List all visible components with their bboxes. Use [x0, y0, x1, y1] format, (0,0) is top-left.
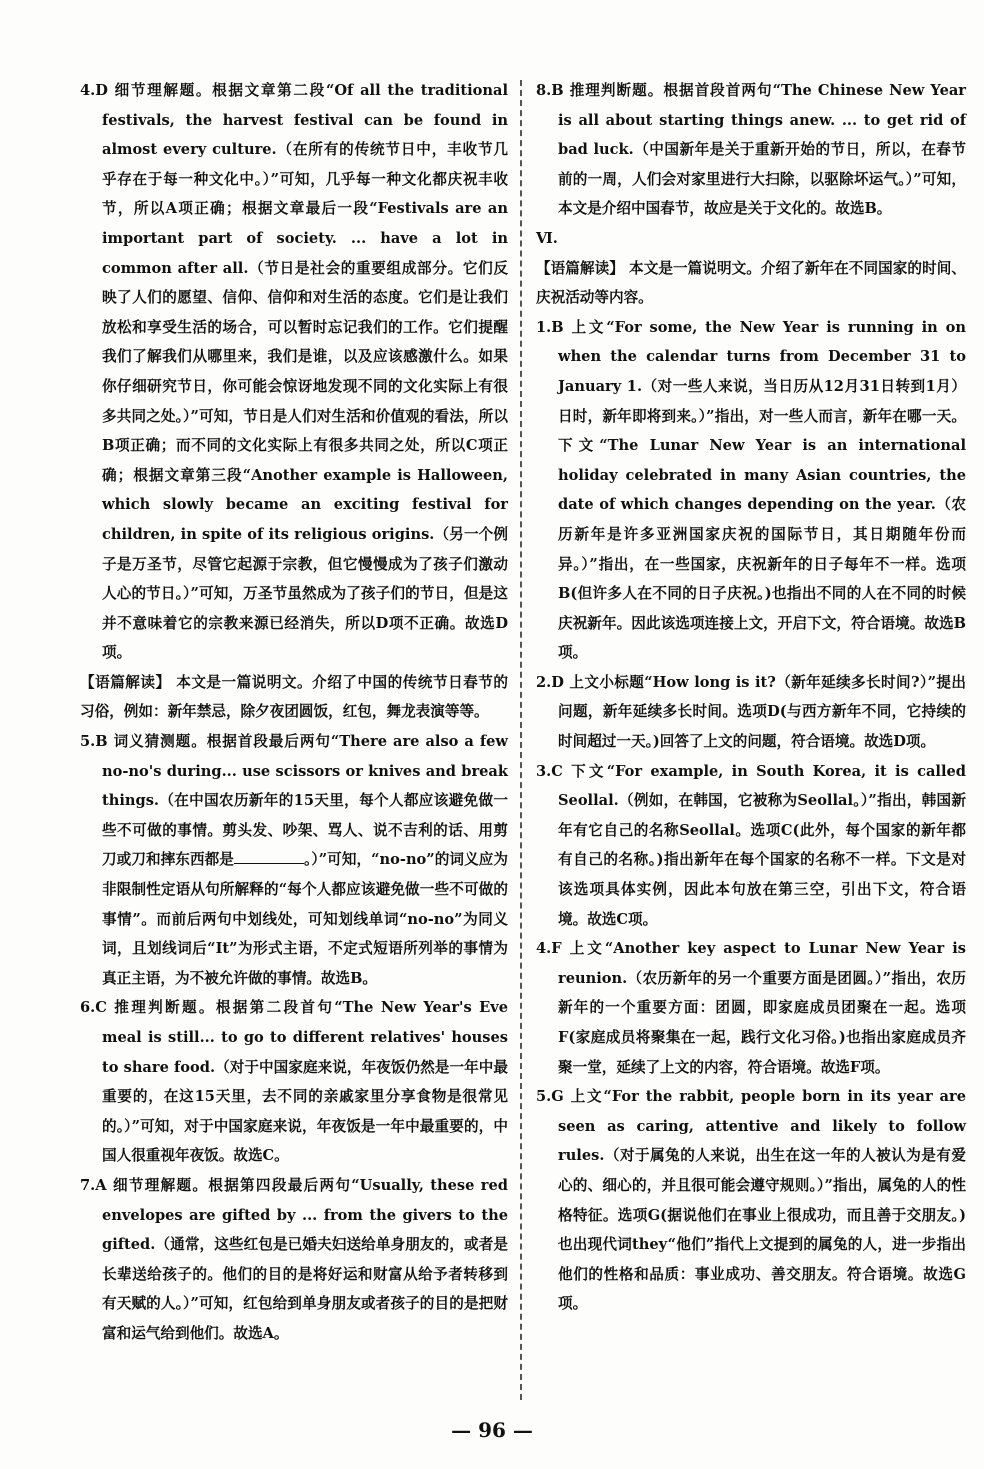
reading-note-label: 【语篇解读】	[536, 259, 624, 277]
page-number: — 96 —	[451, 1418, 533, 1442]
reading-note	[80, 668, 508, 727]
answer-explanation: 上文“For the rabbit, people born in its year are seen as caring, attentive and likely to follow rules.（对于属兔的人来说，出生在这一年的人被认为是有爱心的、细心的，并且很可能会遵守规则。）”指出，属兔的人的性格特征。选项G(据说他们在事业上很成功，而且善于交朋友。)也出现代词they“他们”指代上文提到的属兔的人，进一步指出他们的性格和品质：事业成功、善交朋友。符合语境。故选G项。	[558, 1088, 966, 1313]
reading-note-text: 本文是一篇说明文。介绍了新年在不同国家的时间、庆祝活动等内容。	[536, 259, 966, 307]
answer-item-2	[536, 668, 966, 757]
answer-explanation: 词义猜测题。根据首段最后两句“There are also a few no-no's during... use scissors or knives and break things.（在中国农历新年的15天里，每个人都应该避免做一些不可做的事情。剪头发、吵架、骂人、说不吉利的话、用剪刀或刀和摔东西都是	[102, 733, 508, 869]
answer-item-4f	[536, 934, 966, 1082]
fill-blank-line	[234, 849, 304, 864]
answer-number: 8.B	[536, 82, 564, 99]
answer-item-1	[536, 313, 966, 668]
answer-item-5g	[536, 1082, 966, 1319]
answer-number: 5.G	[536, 1088, 564, 1106]
answer-item-7	[80, 1171, 508, 1349]
answer-explanation: 下文“For example, in South Korea, it is called Seollal.（例如，在韩国，它被称为Seollal。）”指出，韩国新年有它自己的名称Seollal。选项C(此外，每个国家的新年都有自己的名称。)指出新年在每个国家的名称不一样。下文是对该选项具体实例，因此本句放在第三空，引出下文，符合语境。故选C项。	[558, 762, 966, 928]
answer-number: 1.B	[536, 318, 564, 336]
answer-explanation: 细节理解题。根据文章第二段“Of all the traditional festivals, the harvest festival can be found in almost every culture.（在所有的传统节日中，丰收节几乎存在于每一种文化中。）”可知，几乎每一种文化都庆祝丰收节，所以A项正确；根据文章最后一段“Festivals are an important part of society. ... have a lot in common after all.（节日是社会的重要组成部分。它们反映了人们的愿望、信仰、信仰和对生活的态度。它们是让我们放松和享受生活的场合，可以暂时忘记我们的工作。它们提醒我们了解我们从哪里来，我们是谁，以及应该感激什么。如果你仔细研究节日，你可能会惊讶地发现不同的文化实际上有很多共同之处。）”可知，节日是人们对生活和价值观的看法，所以B项正确；而不同的文化实际上有很多共同之处，所以C项正确；根据文章第三段“Another example is Halloween, which slowly became an exciting festival for children, in spite of its religious origins.（另一个例子是万圣节，尽管它起源于宗教，但它慢慢成为了孩子们激动人心的节日。）”可知，万圣节虽然成为了孩子们的节日，但是这并不意味着它的宗教来源已经消失，所以D项不正确。故选D项。	[102, 82, 508, 662]
answer-explanation: 推理判断题。根据首段首两句“The Chinese New Year is all about starting things anew. ... to get rid of bad luck.（中国新年是关于重新开始的节日，所以，在春节前的一周，人们会对家里进行大扫除，以驱除坏运气。）”可知，本文是介绍中国春节，故应是关于文化的。故选B。	[558, 82, 966, 218]
answer-number: 6.C	[80, 999, 107, 1017]
left-column	[80, 76, 508, 1349]
answer-number: 4.D	[80, 82, 108, 99]
column-divider	[520, 80, 522, 1400]
answer-explanation: 细节理解题。根据第四段最后两句“Usually, these red envelopes are gifted by ... from the givers to the gifted.（通常，这些红包是已婚夫妇送给单身朋友的，或者是长辈送给孩子的。他们的目的是将好运和财富从给予者转移到有天赋的人。）”可知，红包给到单身朋友或者孩子的目的是把财富和运气给到他们。故选A。	[102, 1176, 508, 1342]
answer-explanation: 上文“For some, the New Year is running in on when the calendar turns from December 31 to January 1.（对一些人来说，当日历从12月31日转到1月）日时，新年即将到来。）”指出，对一些人而言，新年在哪一天。下文“The Lunar New Year is an international holiday celebrated in many Asian countries, the date of which changes depending on the year.（农历新年是许多亚洲国家庆祝的国际节日，其日期随年份而异。）”指出，在一些国家，庆祝新年的日子每年不一样。选项B(但许多人在不同的日子庆祝。)也指出不同的人在不同的时候庆祝新年。因此该选项连接上文，开启下文，符合语境。故选B项。	[558, 318, 966, 662]
answer-item-5	[80, 727, 508, 993]
reading-note	[536, 254, 966, 313]
answer-number: 4.F	[536, 940, 562, 958]
answer-number: 2.D	[536, 673, 564, 691]
answer-explanation: 上文“Another key aspect to Lunar New Year is reunion.（农历新年的另一个重要方面是团圆。）”指出，农历新年的一个重要方面：团圆，即家庭成员团聚在一起。选项F(家庭成员将聚集在一起，践行文化习俗。)也指出家庭成员齐聚一堂，延续了上文的内容，符合语境。故选F项。	[558, 940, 966, 1076]
answer-explanation-continued: 。）”可知，“no-no”的词义应为非限制性定语从句所解释的“每个人都应该避免做一些不可做的事情”。而前后两句中划线处，可知划线单词“no-no”为同义词，且划线词后“It”为形式主语，不定式短语所列举的事情为真正主语，为不被允许做的事情。故选B。	[102, 851, 508, 987]
answer-number: 5.B	[80, 733, 108, 751]
answer-item-6	[80, 993, 508, 1171]
section-heading-vi: Ⅵ.	[536, 229, 558, 247]
answer-number: 7.A	[80, 1176, 107, 1194]
reading-note-label: 【语篇解读】	[80, 673, 171, 691]
answer-explanation: 上文小标题“How long is it?（新年延续多长时间?）”提出问题，新年延续多长时间。选项D(与西方新年不同，它持续的时间超过一天。)回答了上文的问题，符合语境。故选D项。	[558, 673, 966, 751]
answer-explanation: 推理判断题。根据第二段首句“The New Year's Eve meal is still... to go to different relatives' houses to share food.（对于中国家庭来说，年夜饭仍然是一年中最重要的，在这15天里，去不同的亲戚家里分享食物是很常见的。）”可知，对于中国家庭来说，年夜饭是一年中最重要的，中国人很重视年夜饭。故选C。	[102, 999, 508, 1165]
right-column	[536, 76, 966, 1319]
answer-item-4	[80, 76, 508, 668]
reading-note-text: 本文是一篇说明文。介绍了中国的传统节日春节的习俗，例如：新年禁忌，除夕夜团圆饭，红包，舞龙表演等等。	[80, 673, 508, 721]
answer-number: 3.C	[536, 762, 563, 780]
answer-item-8	[536, 76, 966, 224]
answer-item-3	[536, 757, 966, 935]
